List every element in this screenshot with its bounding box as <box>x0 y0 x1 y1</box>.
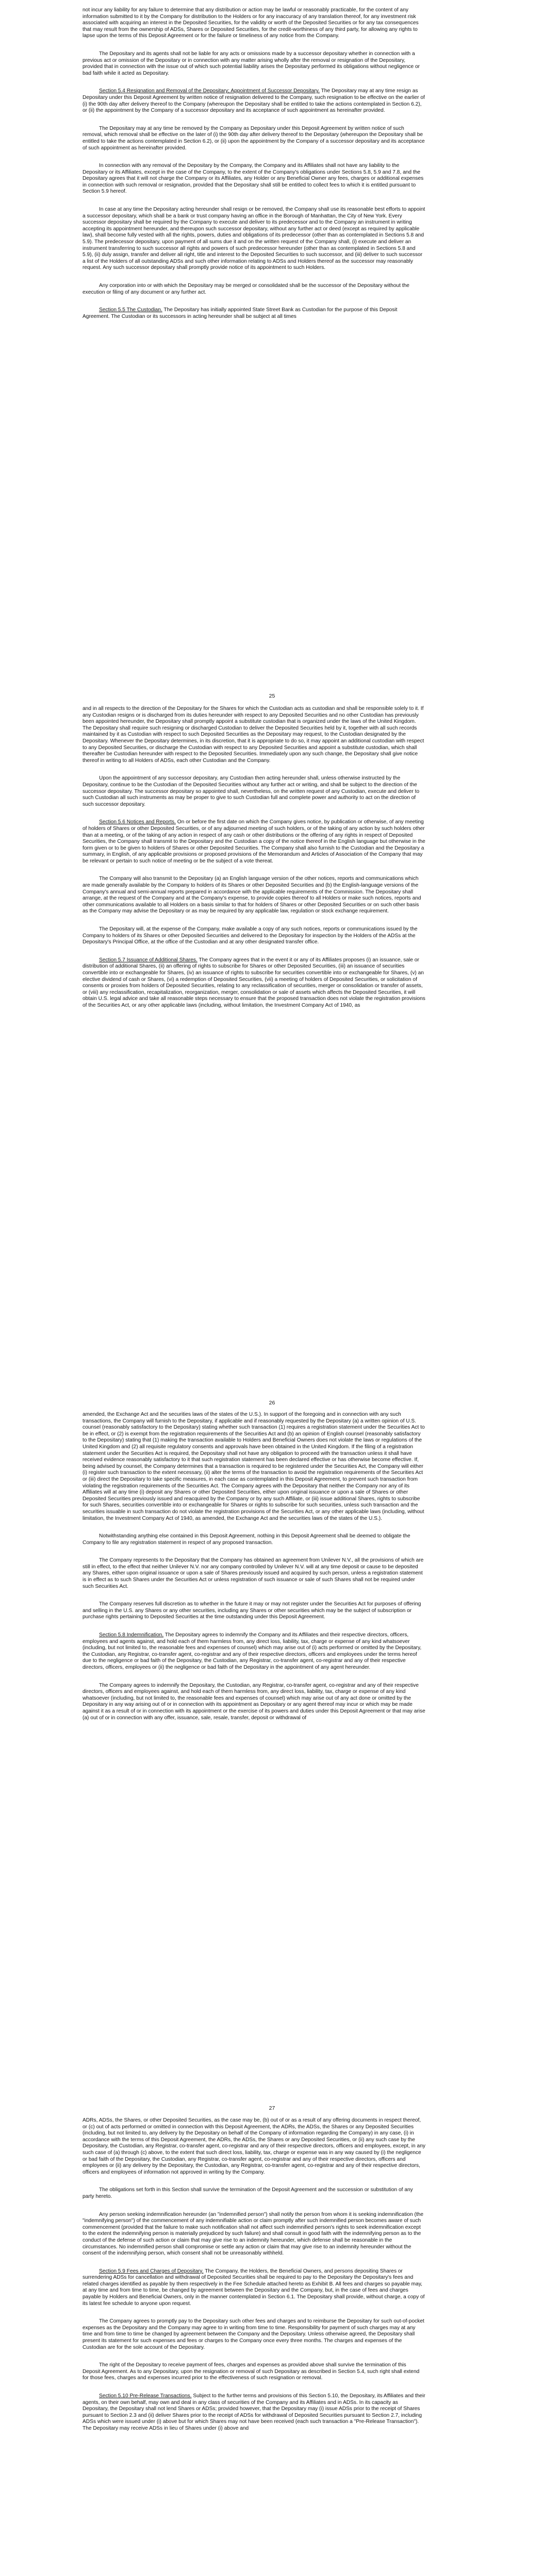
paragraph: In case at any time the Depositary acting hereunder shall resign or be removed, the Company shall use its reasonable best efforts to appoint a successor depositary, which shall be a bank or trust company having an office in the Borough of Manhattan, the City of New York. Every successor depositary shall be required by the Company to execute and deliver to its predecessor and to the Company an instrument in writing accepting its appointment hereunder, and thereupon such successor depositary, without any further act or deed (except as required by applicable law), shall become fully vested with all the rights, powers, duties and obligations of its predecessor (other than as contemplated in Sections 5.8 and 5.9). The predecessor depositary, upon payment of all sums due it and on the written request of the Company shall, (i) execute and deliver an instrument transferring to such successor all rights and powers of such predecessor hereunder (other than as contemplated in Sections 5.8 and 5.9), (ii) duly assign, transfer and deliver all right, title and interest to the Deposited Securities to such successor, and (iii) deliver to such successor a list of the Holders of all outstanding ADSs and such other information relating to ADSs and Holders thereof as the successor may reasonably request. Any such successor depositary shall promptly provide notice of its appointment to such Holders. <box>83 207 425 271</box>
paragraph: The right of the Depositary to receive payment of fees, charges and expenses as provided above shall survive the termination of this Deposit Agreement. As to any Depositary, upon the resignation or removal of such Depositary as described in Section 5.4, such right shall extend for those fees, charges and expenses incurred prior to the effectiveness of such resignation or removal. <box>83 2362 420 2381</box>
page-number: 27 <box>269 2105 275 2111</box>
paragraph: In connection with any removal of the Depositary by the Company, the Company and its Affiliates shall not have any liability to the Depositary or its Affiliates, except in the case of the Company, to the extent of the Company's obligations under Sections 5.8, 5.9 and 7.8, and the Depositary agrees that it will not charge the Company or its Affiliates, any Holder or any Beneficial Owner any fees, charges or additional expenses in connection with such removal or resignation, provided that the Depositary shall still be entitled to collect fees to which it is entitled pursuant to Section 5.9 hereof. <box>83 163 424 195</box>
paragraph: The Company will also transmit to the Depositary (a) an English language version of the other notices, reports and communications which are made generally available by the Company to holders of its Shares or other Deposited Securities and (b) the English-language versions of the Company's annual and semi-annual reports prepared in accordance with the applicable requirements of the Commission. The Depositary shall arrange, at the request of the Company and at the Company's expense, to provide copies thereof to all Holders or make such notices, reports and other communications available to all Holders on a basis similar to that for holders of Shares or other Deposited Securities or on such other basis as the Company may advise the Depositary or as may be required by any applicable law, regulation or stock exchange requirement. <box>83 876 421 914</box>
paragraph: The Company agrees to indemnify the Depositary, the Custodian, any Registrar, co-transfer agent, co-registrar and any of their respective directors, officers and employees against, and hold each of them harmless from, any direct loss, liability, tax, charge or expense of any kind whatsoever (including, but not limited to, the reasonable fees and expenses of counsel) which may arise out of any act done or omitted by the Depositary in any way arising out of or in connection with its appointment as Depositary or any agent thereof may incur or which may be made against it as a result of or in connection with its appointment or the exercise of its powers and duties under this Deposit Agreement or that may arise (a) out of or in connection with any offer, issuance, sale, resale, transfer, deposit or withdrawal of <box>83 1682 425 1721</box>
section-paragraph <box>83 2393 425 2432</box>
section-body: The Depositary has initially appointed State Street Bank as Custodian for the purpose of this Deposit Agreement. The Custodian or its successors in acting hereunder shall be subject at all times <box>83 307 398 319</box>
document-page-26 <box>0 706 544 1011</box>
paragraph: The obligations set forth in this Section shall survive the termination of the Deposit Agreement and the succession or substitution of any party hereto. <box>83 2187 413 2199</box>
paragraph: Upon the appointment of any successor depositary, any Custodian then acting hereunder shall, unless otherwise instructed by the Depositary, continue to be the Custodian of the Deposited Securities without any further act or writing, and shall be subject to the direction of the successor depositary. The successor depositary so appointed shall, nevertheless, on the written request of any Custodian, execute and deliver to such Custodian all such instruments as may be proper to give to such Custodian full and complete power and authority to act on the direction of such successor depositary. <box>83 775 420 807</box>
paragraph: not incur any liability for any failure to determine that any distribution or action may be lawful or reasonably practicable, for the content of any information submitted to it by the Company for distribution to the Holders or for any inaccuracy of any translation thereof, for any investment risk associated with acquiring an interest in the Deposited Securities, for the validity or worth of the Deposited Securities or for any tax consequences that may result from the ownership of ADSs, Shares or Deposited Securities, for the credit-worthiness of any third party, for allowing any rights to lapse upon the terms of this Deposit Agreement or for the failure or timeliness of any notice from the Company. <box>83 7 419 39</box>
section-paragraph <box>83 819 425 865</box>
paragraph: amended, the Exchange Act and the securities laws of the states of the U.S.). In support of the foregoing and in connection with any such transactions, the Company will furnish to the Depositary, if applicable and if reasonably requested by the Depositary (a) a written opinion of U.S. counsel (reasonably satisfactory to the Depositary) stating whether such transaction (1) requires a registration statement under the Securities Act to be in effect, or (2) is exempt from the registration requirements of the Securities Act and (b) an opinion of English counsel (reasonably satisfactory to the Depositary) stating that (1) making the transaction available to Holders and Beneficial Owners does not violate the laws or regulations of the United Kingdom and (2) all requisite regulatory consents and approvals have been obtained in the United Kingdom. If the filing of a registration statement under the Securities Act is required, the Depositary shall not have any obligation to proceed with the transaction unless it shall have received evidence reasonably satisfactory to it that such registration statement has been declared effective or has otherwise become effective. If, being advised by counsel, the Company determines that a transaction is required to be registered under the Securities Act, the Company will either (i) register such transaction to the extent necessary, (ii) alter the terms of the transaction to avoid the registration requirements of the Securities Act or (iii) direct the Depositary to take specific measures, in each case as contemplated in this Deposit Agreement, to prevent such transaction from violating the registration requirements of the Securities Act. The Company agrees with the Depositary that neither the Company nor any of its Affiliates will at any time (i) deposit any Shares or other Deposited Securities, either upon original issuance or upon a sale of Shares or other Deposited Securities previously issued and reacquired by the Company or by any such Affiliate, or (iii) issue additional Shares, rights to subscribe for such Shares, securities convertible into or exchangeable for Shares or rights to subscribe for such securities, unless such transaction and the securities issuable in such transaction do not violate the registration provisions of the Securities Act, or any other applicable laws (including, without limitation, the Investment Company Act of 1940, as amended, the Exchange Act and the securities laws of the states of the U.S.). <box>83 1412 425 1521</box>
section-paragraph <box>83 957 425 1009</box>
section-heading: Section 5.8 Indemnification. <box>99 1632 164 1638</box>
section-heading: Section 5.10 Pre-Release Transactions. <box>99 2393 192 2399</box>
section-heading: Section 5.4 Resignation and Removal of the Depositary; Appointment of Successor Depositary. <box>99 88 320 94</box>
document-page-28 <box>0 2117 544 2434</box>
paragraph: The Company reserves full discretion as to whether in the future it may or may not register under the Securities Act for purposes of offering and selling in the U.S. any Shares or any other securities, including any Shares or other securities which may be the subject of subscription or purchase rights pertaining to Deposited Securities at the time outstanding under this Deposit Agreement. <box>83 1601 421 1620</box>
paragraph: and in all respects to the direction of the Depositary for the Shares for which the Custodian acts as custodian and shall be responsible solely to it. If any Custodian resigns or is discharged from its duties hereunder with respect to any Deposited Securities and no other Custodian has previously been appointed hereunder, the Depositary shall promptly appoint a substitute custodian that is organized under the laws of the United Kingdom. The Depositary shall require such resigning or discharged Custodian to deliver the Deposited Securities held by it, together with all such records maintained by it as Custodian with respect to such Deposited Securities as the Depositary may request, to the Custodian designated by the Depositary. Whenever the Depositary determines, in its discretion, that it is appropriate to do so, it may appoint an additional custodian with respect to any Deposited Securities, or discharge the Custodian with respect to any Deposited Securities and appoint a substitute custodian, which shall thereafter be Custodian hereunder with respect to the Deposited Securities. Immediately upon any such change, the Depositary shall give notice thereof in writing to all Holders of ADSs, each other Custodian and the Company. <box>83 706 424 764</box>
section-heading: Section 5.7 Issuance of Additional Shares. <box>99 957 197 963</box>
section-body: On or before the first date on which the Company gives notice, by publication or otherwise, of any meeting of holders of Shares or other Deposited Securities, or of any adjourned meeting of such holders, or of the taking of any action by such holders other than at a meeting, or of the taking of any action in respect of any cash or other distributions or the offering of any rights in respect of Deposited Securities, the Company shall transmit to the Depositary and the Custodian a copy of the notice thereof in the English language but otherwise in the form given or to be given to holders of Shares or other Deposited Securities. The Company shall also furnish to the Custodian and the Depositary a summary, in English, of any applicable provisions or proposed provisions of the Memorandum and Articles of Association of the Company that may be relevant or pertain to such notice of meeting or be the subject of a vote thereat. <box>83 819 425 864</box>
paragraph: The Depositary may at any time be removed by the Company as Depositary under this Deposit Agreement by written notice of such removal, which removal shall be effective on the later of (i) the 90th day after delivery thereof to the Depositary (whereupon the Depositary shall be entitled to take the actions contemplated in Section 6.2), or (ii) upon the appointment by the Company of a successor depositary and its acceptance of such appointment as hereinafter provided. <box>83 125 425 151</box>
paragraph: Any corporation into or with which the Depositary may be merged or consolidated shall be the successor of the Depositary without the execution or filing of any document or any further act. <box>83 283 409 295</box>
section-heading: Section 5.9 Fees and Charges of Depositary. <box>99 2268 204 2274</box>
page-number: 25 <box>269 693 275 699</box>
section-paragraph <box>83 307 425 320</box>
paragraph: The Company agrees to promptly pay to the Depositary such other fees and charges and to reimburse the Depositary for such out-of-pocket expenses as the Depositary and the Company may agree to in writing from time to time. Responsibility for payment of such charges may at any time and from time to time be changed by agreement between the Company and the Depositary. Unless otherwise agreed, the Depositary shall present its statement for such expenses and fees or charges to the Company once every three months. The charges and expenses of the Custodian are for the sole account of the Depositary. <box>83 2318 424 2350</box>
document-page-27 <box>0 1412 544 1723</box>
section-body: The Company, the Holders, the Beneficial Owners, and persons depositing Shares or surrendering ADSs for cancellation and withdrawal of Deposited Securities shall be required to pay to the Depositary the Depositary's fees and related charges identified as payable by them respectively in the Fee Schedule attached hereto as Exhibit B. All fees and charges so payable may, at any time and from time to time, be changed by agreement between the Depositary and the Company, but, in the case of fees and charges payable by Holders and Beneficial Owners, only in the manner contemplated in Section 6.1. The Depositary shall provide, without charge, a copy of its latest fee schedule to anyone upon request. <box>83 2268 425 2307</box>
paragraph: ADRs, ADSs, the Shares, or other Deposited Securities, as the case may be, (b) out of or as a result of any offering documents in respect thereof, or (c) out of acts performed or omitted in connection with this Deposit Agreement, the ADRs, the ADSs, the Shares or any Deposited Securities (including, but not limited to, any delivery by the Depositary on behalf of the Company of information regarding the Company) in any case, (i) in accordance with the terms of this Deposit Agreement, the ADRs, the ADSs, the Shares or any Deposited Securities, or (ii) any such case by the Depositary, the Custodian, any Registrar, co-transfer agent, co-registrar and any of their respective directors, officers and employees, except, in any such case of (a) through (c) above, to the extent that such direct loss, liability, tax, charge or expense was in any way caused by (i) the negligence or bad faith of the Depositary, the Custodian, any Registrar, co-transfer agent, co-registrar and any of their respective directors, officers and employees or (ii) any delivery by the Depositary, the Custodian, any Registrar, co-transfer agent, co-registrar and any of their respective directors, officers and employees of information not approved in writing by the Company. <box>83 2117 425 2175</box>
section-body: The Depositary may at any time resign as Depositary under this Deposit Agreement by written notice of resignation delivered to the Company, such resignation to be effective on the earlier of (i) the 90th day after delivery thereof to the Company (whereupon the Depositary shall be entitled to take the actions contemplated in Section 6.2), or (ii) the appointment by the Company of a successor depositary and its acceptance of such appointment as hereinafter provided. <box>83 88 425 114</box>
paragraph: The Depositary will, at the expense of the Company, make available a copy of any such notices, reports or communications issued by the Company to holders of its Shares or other Deposited Securities and delivered to the Depositary for inspection by the Holders of the ADSs at the Depositary's Principal Office, at the office of the Custodian and at any other designated transfer office. <box>83 926 418 945</box>
paragraph: The Depositary and its agents shall not be liable for any acts or omissions made by a successor depositary whether in connection with a previous act or omission of the Depositary or in connection with any matter arising wholly after the removal or resignation of the Depositary, provided that in connection with the issue out of which such potential liability arises the Depositary performed its obligations without negligence or bad faith while it acted as Depositary. <box>83 50 420 76</box>
section-body: The Company agrees that in the event it or any of its Affiliates proposes (i) an issuance, sale or distribution of additional Shares, (ii) an offering of rights to subscribe for Shares or other Deposited Securities, (iii) an issuance of securities convertible into or exchangeable for Shares, (iv) an issuance of rights to subscribe for securities convertible into or exchangeable for Shares, (v) an elective dividend of cash or Shares, (vi) a redemption of Deposited Securities, (vii) a meeting of holders of Deposited Securities, or solicitation of consents or proxies from holders of Deposited Securities, relating to any reclassification of securities, merger or consolidation or transfer of assets, or (viii) any reclassification, recapitalization, reorganization, merger, consolidation or sale of assets which affects the Deposited Securities, it will obtain U.S. legal advice and take all reasonable steps necessary to ensure that the proposed transaction does not violate the registration provisions of the Securities Act, or any other applicable laws (including, without limitation, the Investment Company Act of 1940, as <box>83 957 425 1008</box>
section-heading: Section 5.6 Notices and Reports. <box>99 819 176 825</box>
section-body: Subject to the further terms and provisions of this Section 5.10, the Depositary, its Affiliates and their agents, on their own behalf, may own and deal in any class of securities of the Company and its Affiliates and in ADSs. In its capacity as Depositary, the Depositary shall not lend Shares or ADSs; provided however, that the Depositary may (i) issue ADSs prior to the receipt of Shares pursuant to Section 2.3 and (ii) deliver Shares prior to the receipt of ADSs for withdrawal of Deposited Securities pursuant to Section 2.7, including ADSs which were issued under (i) above but for which Shares may not have been received (each such transaction a "Pre-Release Transaction"). The Depositary may receive ADSs in lieu of Shares under (i) above and <box>83 2393 425 2431</box>
document-page-25 <box>0 7 544 322</box>
section-body: The Depositary agrees to indemnify the Company and its Affiliates and their respective directors, officers, employees and agents against, and hold each of them harmless from, any direct loss, liability, tax, charge or expense of any kind whatsoever (including, but not limited to, the reasonable fees and expenses of counsel) which may arise out of (i) acts performed or omitted by the Depositary, the Custodian, any Registrar, co-transfer agent, co-registrar and any of their respective directors, officers and employees under the terms hereof due to the negligence or bad faith of the Depositary, the Custodian, any Registrar, co-transfer agent, co-registrar and any of their respective directors, officers, employees or (ii) the negligence or bad faith of the Depositary in the appointment of any agent hereunder. <box>83 1632 422 1670</box>
paragraph: The Company represents to the Depositary that the Company has obtained an agreement from Unilever N.V., all the provisions of which are still in effect, to the effect that neither Unilever N.V. nor any company controlled by Unilever N.V. will at any time deposit or cause to be deposited any Shares, either upon original issuance or upon a sale of Shares previously issued and acquired by such person, unless a registration statement is in effect as to such Shares under the Securities Act or unless registration of such issuance or sale of such Shares shall not be required under such Securities Act. <box>83 1557 424 1589</box>
section-paragraph <box>83 1632 425 1671</box>
paragraph: Any person seeking indemnification hereunder (an "indemnified person") shall notify the person from whom it is seeking indemnification (the "indemnifying person") of the commencement of any indemnifiable action or claim promptly after such indemnified person becomes aware of such commencement (provided that the failure to make such notification shall not affect such indemnified person's rights to seek indemnification except to the extent the indemnifying person is materially prejudiced by such failure) and shall consult in good faith with the indemnifying person as to the conduct of the defense of such action or claim that may give rise to an indemnity hereunder, which defense shall be reasonable in the circumstances. No indemnified person shall compromise or settle any action or claim that may give rise to an indemnity hereunder without the consent of the indemnifying person, which consent shall not be unreasonably withheld. <box>83 2211 424 2257</box>
page-number: 26 <box>269 1400 275 1406</box>
section-paragraph <box>83 2268 425 2308</box>
section-heading: Section 5.5 The Custodian. <box>99 307 162 313</box>
paragraph: Notwithstanding anything else contained in this Deposit Agreement, nothing in this Deposit Agreement shall be deemed to obligate the Company to file any registration statement in respect of any proposed transaction. <box>83 1533 410 1546</box>
section-paragraph <box>83 88 425 114</box>
